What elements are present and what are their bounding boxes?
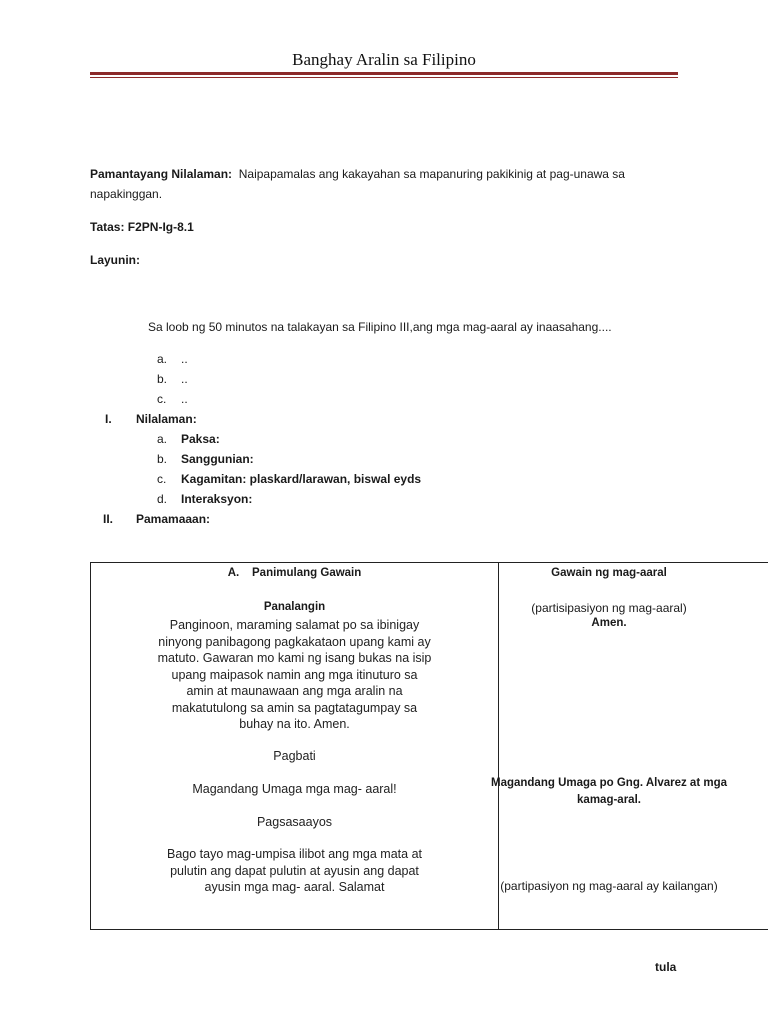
section-item-marker: c. xyxy=(157,472,167,486)
panalangin-body xyxy=(91,617,498,733)
layunin-label: Layunin: xyxy=(90,253,140,267)
section-item-marker: a. xyxy=(157,432,168,446)
student-participation-required: (partipasiyon ng mag-aaral ay kailangan) xyxy=(500,879,718,893)
col1-header-text: Panimulang Gawain xyxy=(252,567,362,579)
section-item-text: Interaksyon: xyxy=(181,492,253,506)
objective-marker: a. xyxy=(157,352,168,366)
pamantayang-text-line1: Naipapamalas ang kakayahan sa mapanuring pakikinig at pag-unawa sa xyxy=(238,167,625,181)
objective-text: .. xyxy=(181,372,188,386)
panalangin-line: ninyong panibagong pagkakataon upang kami ay xyxy=(158,634,431,649)
section-item-text: Sanggunian: xyxy=(181,452,254,466)
col1-header xyxy=(91,567,498,579)
pagsasaayos-body xyxy=(91,846,498,896)
panalangin-line: buhay na ito. Amen. xyxy=(239,717,350,731)
pamantayang-text-line2: napakinggan. xyxy=(90,187,163,201)
objective-text: .. xyxy=(181,392,188,406)
panalangin-title: Panalangin xyxy=(263,601,326,613)
pagsasaayos-title: Pagsasaayos xyxy=(256,815,333,829)
panalangin-line: amin at maunawaan ang mga aralin na xyxy=(186,684,403,698)
tatas-value: F2PN-Ig-8.1 xyxy=(127,220,194,234)
teacher-activity-cell xyxy=(91,563,499,930)
section-item-text: Paksa: xyxy=(181,432,220,446)
pamantayang-label: Pamantayang Nilalaman: xyxy=(90,167,233,181)
pagbati-title: Pagbati xyxy=(273,749,316,763)
pagbati-text: Magandang Umaga mga mag- aaral! xyxy=(192,782,397,796)
section-marker: I. xyxy=(105,412,112,426)
panalangin-line: upang maipasok namin ang mga itinuturo sa xyxy=(171,667,418,682)
section-item-marker: d. xyxy=(157,492,168,506)
section-item-text: Kagamitan: plaskard/larawan, biswal eyds xyxy=(181,472,422,486)
section-title: Nilalaman: xyxy=(136,412,197,426)
section-title: Pamamaaan: xyxy=(136,512,211,526)
layunin-intro: Sa loob ng 50 minutos na talakayan sa Filipino III,ang mga mag-aaral ay inaasahang.... xyxy=(148,320,612,334)
pamantayang-paragraph xyxy=(90,164,690,204)
objective-marker: c. xyxy=(157,392,167,406)
pagsasaayos-line: Bago tayo mag-umpisa ilibot ang mga mata at xyxy=(167,847,422,861)
objective-marker: b. xyxy=(157,372,168,386)
student-participation: (partisipasiyon ng mag-aaral) xyxy=(531,601,687,615)
title-divider-thin xyxy=(90,77,678,78)
section-marker: II. xyxy=(103,512,114,526)
lesson-plan-table xyxy=(90,562,768,930)
pagsasaayos-line: pulutin ang dapat pulutin at ayusin ang dapat xyxy=(170,863,419,878)
pagsasaayos-line: ayusin mga mag- aaral. Salamat xyxy=(204,880,385,894)
footer-word: tula xyxy=(655,960,677,974)
section-item-marker: b. xyxy=(157,452,168,466)
col2-header: Gawain ng mag-aaral xyxy=(551,567,667,579)
objective-text: .. xyxy=(181,352,188,366)
panalangin-line: Panginoon, maraming salamat po sa ibinigay xyxy=(169,618,420,632)
tatas-line xyxy=(90,217,194,237)
student-greeting-line: Magandang Umaga po Gng. Alvarez at mga xyxy=(490,777,727,789)
tatas-label: Tatas: xyxy=(90,220,125,234)
document-title: Banghay Aralin sa Filipino xyxy=(292,50,476,69)
col1-header-marker: A. xyxy=(227,567,240,579)
panalangin-line: matuto. Gawaran mo kami ng isang bukas na isip xyxy=(157,651,432,665)
panalangin-line: makatutulong sa amin sa pagtatagumpay sa xyxy=(171,700,418,715)
student-greeting-line: kamag-aral. xyxy=(577,794,641,806)
student-greeting xyxy=(469,775,749,809)
table-row xyxy=(91,563,768,930)
student-activity-cell xyxy=(490,563,768,930)
title-divider-thick xyxy=(90,72,678,75)
student-amen: Amen. xyxy=(591,617,627,629)
